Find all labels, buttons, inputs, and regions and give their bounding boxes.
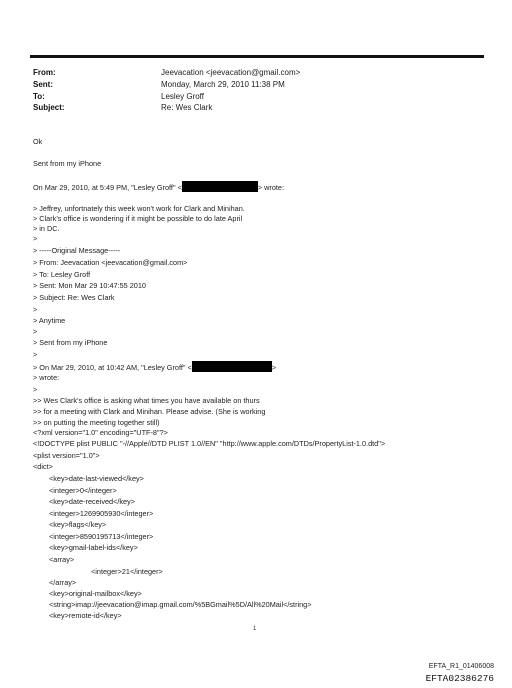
quoted-line: > in DC. <box>33 224 60 233</box>
quoted-attribution-start: > On Mar 29, 2010, at 10:42 AM, "Lesley Groff" < <box>33 363 192 372</box>
xml-line: <key>date-received</key> <box>49 497 135 506</box>
quoted-line: > From: Jeevacation <jeevacation@gmail.com> <box>33 258 188 267</box>
quoted-line: > <box>33 350 38 359</box>
quoted-line: > wrote: <box>33 373 60 382</box>
quote-attribution <box>33 181 284 192</box>
xml-line: <key>remote-id</key> <box>49 611 122 620</box>
quoted-line: > Sent from my iPhone <box>33 338 108 347</box>
xml-line: <integer>21</integer> <box>91 567 163 576</box>
xml-line: <key>original-mailbox</key> <box>49 589 142 598</box>
quoted-line <box>33 361 276 372</box>
xml-line: <key>gmail-label-ids</key> <box>49 543 138 552</box>
quoted-line: >> for a meeting with Clark and Minihan. Please advise. (She is working <box>33 407 266 416</box>
quoted-line: > <box>33 234 38 243</box>
quoted-line: >> Wes Clark's office is asking what times you have available on thurs <box>33 396 260 405</box>
xml-line: <?xml version="1.0" encoding="UTF-8"?> <box>33 428 168 437</box>
to-label: To: <box>33 92 45 101</box>
from-label: From: <box>33 68 56 77</box>
quoted-line: >> on putting the meeting together still) <box>33 418 160 427</box>
xml-line: <dict> <box>33 462 53 471</box>
quoted-line: > Clark's office is wondering if it might be possible to do late April <box>33 214 243 223</box>
quoted-line: > Jeffrey, unfortnately this week won't work for Clark and Minihan. <box>33 204 245 213</box>
xml-line: <integer>0</integer> <box>49 486 117 495</box>
xml-line: <!DOCTYPE plist PUBLIC "-//Apple//DTD PLIST 1.0//EN" "http://www.apple.com/DTDs/PropertyList-1.0.dtd"> <box>33 439 386 448</box>
from-value: Jeevacation <jeevacation@gmail.com> <box>161 68 301 77</box>
bates-number-large: EFTA02386276 <box>425 673 494 684</box>
quoted-line: > -----Original Message----- <box>33 246 121 255</box>
sent-value: Monday, March 29, 2010 11:38 PM <box>161 80 285 89</box>
quote-attribution-end: > wrote: <box>257 183 285 192</box>
quoted-line: > <box>33 305 38 314</box>
xml-line: <string>imap://jeevacation@imap.gmail.com/%5BGmail%5D/All%20Mail</string> <box>49 600 312 609</box>
redaction-block <box>192 361 272 372</box>
xml-line: <key>flags</key> <box>49 520 107 529</box>
redaction-block <box>182 181 258 192</box>
xml-line: <array> <box>49 555 75 564</box>
xml-line: <integer>1269905930</integer> <box>49 509 154 518</box>
sent-label: Sent: <box>33 80 53 89</box>
xml-line: <key>date-last-viewed</key> <box>49 474 144 483</box>
quoted-line: > Anytime <box>33 316 66 325</box>
quote-attribution-start: On Mar 29, 2010, at 5:49 PM, "Lesley Groff" < <box>33 183 182 192</box>
bates-number-small: EFTA_R1_01406008 <box>428 663 494 670</box>
quoted-line: > <box>33 385 38 394</box>
quoted-line: > To: Lesley Groff <box>33 270 91 279</box>
quoted-line: > Subject: Re: Wes Clark <box>33 293 115 302</box>
quoted-line: > <box>33 327 38 336</box>
subject-value: Re: Wes Clark <box>161 103 213 112</box>
reply-text: Ok <box>33 137 43 146</box>
header-rule <box>30 55 484 58</box>
to-value: Lesley Groff <box>161 92 204 101</box>
xml-line: <plist version="1.0"> <box>33 451 100 460</box>
xml-line: <integer>8590195713</integer> <box>49 532 154 541</box>
quoted-line: > Sent: Mon Mar 29 10:47:55 2010 <box>33 281 146 290</box>
page-number: 1 <box>253 626 257 632</box>
subject-label: Subject: <box>33 103 65 112</box>
xml-line: </array> <box>49 578 77 587</box>
signature: Sent from my iPhone <box>33 159 102 168</box>
quoted-attribution-end: > <box>271 363 277 372</box>
